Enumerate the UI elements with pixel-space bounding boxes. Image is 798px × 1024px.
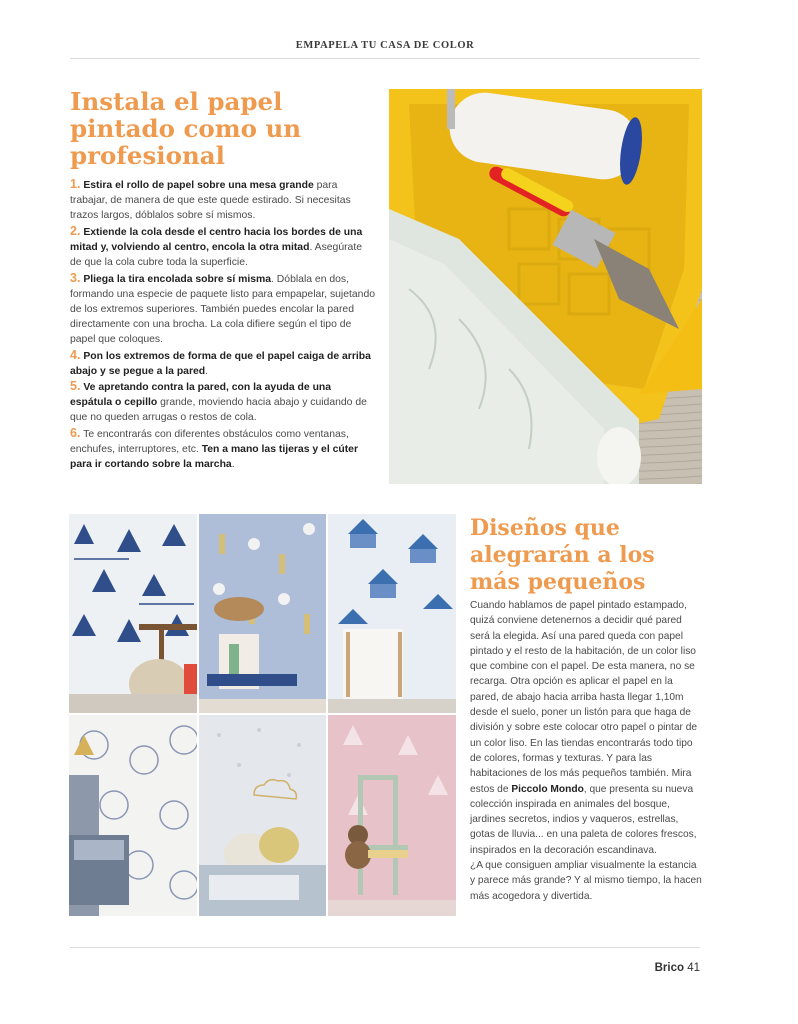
footer-divider (70, 947, 700, 948)
wallpaper-designs-grid (69, 514, 456, 916)
article-title: Instala el papel pintado como un profesional (70, 87, 302, 170)
section2-paragraph-2: ¿A que consiguen ampliar visualmente la estancia y parece más grande? Y al mismo tiempo, la hacen más acogedora y divertida. (470, 860, 702, 902)
section2-body (470, 598, 702, 904)
step-5: 5. Ve apretando contra la pared, con la ayuda de una espátula o cepillo grande, moviendo hacia abajo y cuidando de que no queden arrugas o restos de cola. (70, 379, 367, 424)
step-1: 1. Estira el rollo de papel sobre una mesa grande para trabajar, de manera de que este quede estirado. Si necesitas trazos largos, dóblalos sobre sí mismos. (70, 177, 351, 222)
page-footer (655, 962, 700, 974)
section-header: EMPAPELA TU CASA DE COLOR (295, 40, 475, 51)
castle-wallpaper-photo (328, 514, 456, 713)
cloud-wallpaper-photo (199, 715, 326, 916)
section2-paragraph-1: Cuando hablamos de papel pintado estampado, quizá conviene detenernos a decidir qué pared será la elegida. Así una pared queda con papel pintado y el resto de la habitación, de un color liso que combine con el papel. De esta manera, no se recarga. Otra opción es aplicar el papel en la pared, de abajo hacia arriba hasta llegar 1,10m desde el suelo, poner un listón para que haga de división y sobre este colocar otro papel o pintar de un color liso. En las tiendas encontrarás todo tipo de colores, formas y texturas. Y para las habitaciones de los más pequeños también. Mira estos de Piccolo Mondo, que presenta su nueva colección inspirada en animales del bosque, jardines secretos, indios y vaqueros, estrellas, gotas de lluvia... en una paleta de colores frescos, inspirados en la decoración escandinava. (470, 600, 698, 856)
step-6: 6. Te encontrarás con diferentes obstáculos como ventanas, enchufes, interruptores, etc. Ten a mano las tijeras y el cúter para ir cortando sobre la marcha. (70, 426, 358, 471)
pink-forest-wallpaper-photo (328, 715, 456, 916)
cowboy-wallpaper-photo (199, 514, 326, 713)
step-2: 2. Extiende la cola desde el centro hacia los bordes de una mitad y, volviendo al centro, encola la otra mitad. Asegúrate de que la cola cubre toda la superficie. (70, 223, 363, 268)
step-4: 4. Pon los extremos de forma de que el papel caiga de arriba abajo y se pegue a la pared. (70, 347, 371, 377)
teepee-wallpaper-photo (69, 514, 197, 713)
bunny-wallpaper-photo (69, 715, 197, 916)
header-divider (70, 58, 700, 59)
step-3: 3. Pliega la tira encolada sobre sí misma. Dóblala en dos, formando una especie de paquete listo para empapelar, sujetando de los extremos superiores. También puedes encolar la pared directamente con una brocha. La cola difiere según el tipo de papel que coloques. (70, 270, 376, 345)
magazine-name: Brico (654, 962, 684, 974)
steps-list (70, 177, 376, 473)
section2-title: Diseños que alegrarán a los más pequeños (470, 515, 655, 595)
page-number: 41 (687, 962, 700, 974)
wallpaper-tools-photo (389, 89, 702, 484)
